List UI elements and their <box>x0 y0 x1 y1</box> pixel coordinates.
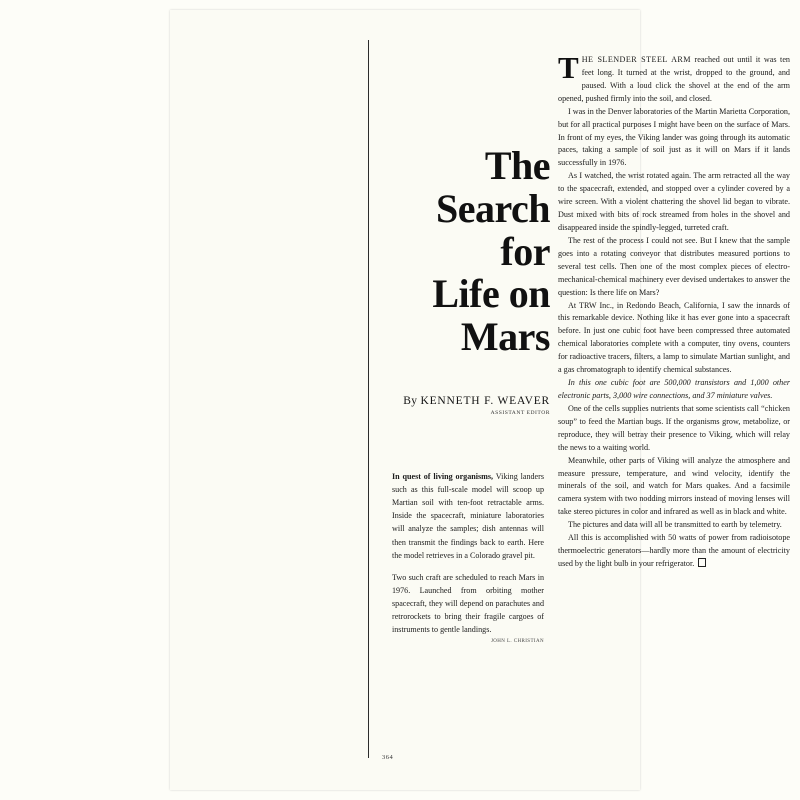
caption-text-2: Two such craft are scheduled to reach Mars in 1976. Launched from orbiting mother spacecraft, they will depend on parachutes and retrorockets to bring their fragile cargoes of instruments to gentle landings. <box>392 572 544 635</box>
body-paragraph-8: Meanwhile, other parts of Viking will analyze the atmosphere and measure pressure, temperature, and wind velocity, identify the minerals of the soil, and watch for Mars quakes. And a facsimile camera system with two nodding mirrors instead of moving lenses will take stereo pictures in color and infrared as well as in black and white. <box>558 455 790 517</box>
title-line-2: Search <box>435 185 550 231</box>
caption-credit: JOHN L. CHRISTIAN <box>490 639 544 645</box>
caption-lead: In quest of living organisms, <box>392 472 494 481</box>
title-line-5: Mars <box>460 314 550 360</box>
figure-caption <box>392 470 544 646</box>
title-line-3: for <box>500 228 550 274</box>
page-sheet <box>170 10 790 790</box>
right-column-body-text <box>558 50 790 754</box>
end-mark-icon <box>698 558 706 567</box>
column-divider-rule <box>368 40 369 758</box>
body-paragraph-3: As I watched, the wrist rotated again. The arm retracted all the way to the spacecraft, extended, and stopped over a cylinder covered by a wire screen. With a violent chattering the shovel lid began to vibrate. Dust mixed with bits of rock streamed from holes in the shovel and disappeared inside the spindly-legged, turreted craft. <box>558 171 790 232</box>
byline-author: KENNETH F. WEAVER <box>420 394 550 407</box>
body-paragraph-4: The rest of the process I could not see. But I knew that the sample goes into a rotating conveyor that distributes measured portions to several test cells. Then one of the most complex pieces of electro-mechanical-chemical machinery ever devised undertakes to answer the question: Is there life on Mars? <box>558 235 790 297</box>
body-paragraph-10 <box>558 532 790 571</box>
opening-smallcaps: HE SLENDER STEEL ARM <box>581 55 691 64</box>
byline <box>380 395 550 407</box>
caption-paragraph-2 <box>392 571 544 645</box>
byline-prefix: By <box>403 394 421 407</box>
caption-paragraph-1 <box>392 470 544 562</box>
article-title <box>380 145 550 359</box>
body-paragraph-2: I was in the Denver laboratories of the Martin Marietta Corporation, but for all practical purposes I might have been on the surface of Mars. In front of my eyes, the Viking lander was going through its automatic paces, taking a sample of soil just as it will on Mars if it lands successfully in 1976. <box>558 106 790 168</box>
body-text-1: reached out until it was ten feet long. It turned at the wrist, dropped to the ground, and paused. With a loud click the shovel at the end of the arm opened, pushed firmly into the soil, and closed. <box>558 55 790 103</box>
body-text-10: All this is accomplished with 50 watts of power from radioisotope thermoelectric generators—hardly more than the amount of electricity used by the light bulb in your refrigerator. <box>558 533 790 568</box>
body-paragraph-1 <box>558 50 790 106</box>
page-folio-number: 364 <box>382 754 394 761</box>
body-paragraph-9: The pictures and data will all be transmitted to earth by telemetry. <box>568 520 782 530</box>
body-paragraph-7: One of the cells supplies nutrients that some scientists call “chicken soup” to feed the Martian bugs. If the organisms grow, metabolize, or reproduce, they will betray their presence to Viking, which will relay the news to a waiting world. <box>558 403 790 452</box>
left-column <box>380 50 550 750</box>
drop-cap: T <box>558 50 579 85</box>
title-line-1: The <box>484 143 550 188</box>
body-paragraph-6: In this one cubic foot are 500,000 transistors and 1,000 other electronic parts, 3,000 wire connections, and 37 miniature valves. <box>558 378 790 400</box>
byline-subtitle: ASSISTANT EDITOR <box>490 409 550 416</box>
body-paragraph-5: At TRW Inc., in Redondo Beach, California, I saw the innards of this remarkable device. Nothing like it has ever gone into a spacecraft before. In just one cubic foot have been compressed three automated chemical laboratories complete with a computer, tiny ovens, counters for radioactive tracers, filters, a lamp to simulate Martian sunlight, and a gas chromatograph to identify chemical substances. <box>558 300 790 375</box>
caption-text-1: Viking landers such as this full-scale model will scoop up Martian soil with ten-foot retractable arms. Inside the spacecraft, miniature laboratories will analyze the samples; dish antennas will then transmit the findings back to earth. Here the model retrieves in a Colorado gravel pit. <box>392 472 544 560</box>
title-line-4: Life on <box>432 271 550 317</box>
